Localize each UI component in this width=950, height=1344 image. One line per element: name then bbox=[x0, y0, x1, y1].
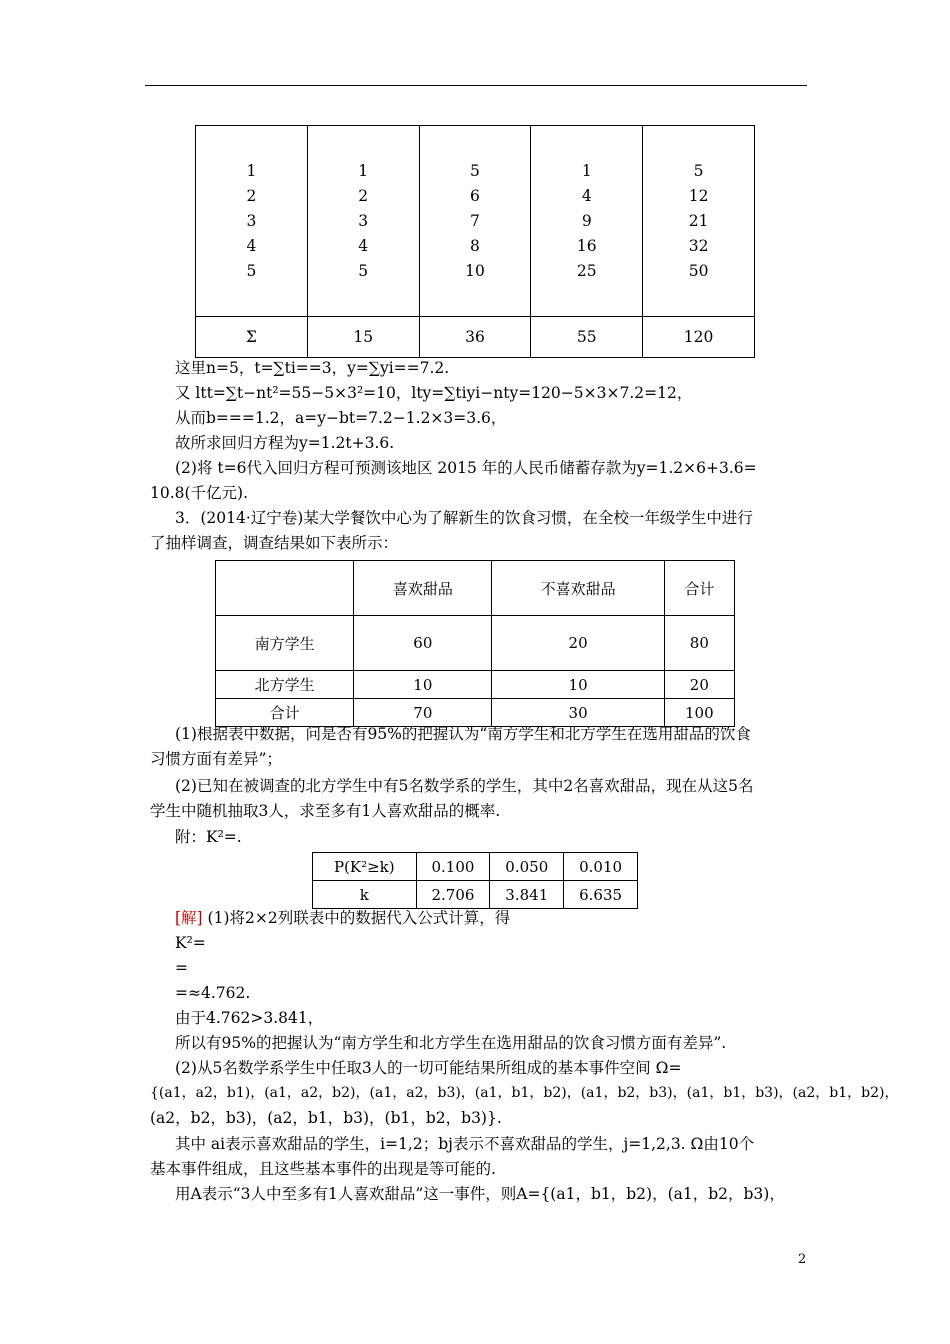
sol1-line6: 10.8(千亿元). bbox=[150, 484, 249, 502]
q2-line2: 学生中随机抽取3人，求至多有1人喜欢甜品的概率. bbox=[150, 802, 501, 820]
q1-line1: (1)根据表中数据，问是否有95%的把握认为“南方学生和北方学生在选用甜品的饮食 bbox=[175, 725, 751, 743]
sol3-line6: 所以有95%的把握认为“南方学生和北方学生在选用甜品的饮食习惯方面有差异”. bbox=[175, 1034, 727, 1052]
survey-row: 南方学生 60 20 80 bbox=[216, 616, 735, 671]
problem3-line1: 3．(2014·辽宁卷)某大学餐饮中心为了解新生的饮食习惯，在全校一年级学生中进行 bbox=[175, 509, 753, 527]
sol3-line8: {(a1，a2，b1)，(a1，a2，b2)，(a1，a2，b3)，(a1，b1，b2)，(a1，b2，b3)，(a1，b1，b3)，(a2，b1，b2)， bbox=[150, 1085, 899, 1101]
sol3-line5: 由于4.762>3.841， bbox=[175, 1009, 324, 1027]
sol1-line5: (2)将 t=6代入回归方程可预测该地区 2015 年的人民币储蓄存款为y=1.2×6+3.6= bbox=[175, 459, 757, 477]
q1-line2: 习惯方面有差异”； bbox=[150, 750, 282, 768]
problem3-line2: 了抽样调查，调查结果如下表所示： bbox=[150, 534, 399, 552]
sol3-line2: K²= bbox=[175, 934, 206, 952]
sol1-line1: 这里n=5，t=∑ti==3，y=∑yi==7.2. bbox=[175, 359, 450, 377]
sol3-line4: =≈4.762. bbox=[175, 984, 251, 1002]
col-i: 1 2 3 4 5 bbox=[196, 126, 308, 317]
survey-table bbox=[215, 560, 735, 727]
sol3-line11: 基本事件组成，且这些基本事件的出现是等可能的. bbox=[150, 1160, 496, 1178]
q2-line1: (2)已知在被调查的北方学生中有5名数学系的学生，其中2名喜欢甜品，现在从这5名 bbox=[175, 777, 754, 795]
k-row: k 2.706 3.841 6.635 bbox=[313, 881, 638, 909]
sol3-line10: 其中 ai表示喜欢甜品的学生，i=1,2；bj表示不喜欢甜品的学生，j=1,2,3. Ω由10个 bbox=[175, 1135, 755, 1153]
regression-table bbox=[195, 125, 755, 358]
header-rule bbox=[145, 85, 807, 86]
survey-header: 喜欢甜品 不喜欢甜品 合计 bbox=[216, 561, 735, 616]
col-t: 1 2 3 4 5 bbox=[307, 126, 419, 317]
col-ty: 5 12 21 32 50 bbox=[643, 126, 755, 317]
sum-row: Σ 15 36 55 120 bbox=[196, 317, 755, 358]
survey-row: 合计 70 30 100 bbox=[216, 699, 735, 727]
solution-tag: [解] bbox=[175, 909, 203, 927]
survey-row: 北方学生 10 10 20 bbox=[216, 671, 735, 699]
sol3-line7: (2)从5名数学系学生中任取3人的一切可能结果所组成的基本事件空间 Ω= bbox=[175, 1059, 682, 1077]
prob-row: P(K²≥k) 0.100 0.050 0.010 bbox=[313, 853, 638, 881]
sol1-line3: 从而b===1.2，a=y−bt=7.2−1.2×3=3.6， bbox=[175, 409, 507, 427]
sol3-line1: [解] (1)将2×2列联表中的数据代入公式计算，得 bbox=[175, 909, 511, 927]
col-t2: 1 4 9 16 25 bbox=[531, 126, 643, 317]
page-number: 2 bbox=[798, 1252, 807, 1267]
sol1-line2: 又 ltt=∑t−nt²=55−5×3²=10，lty=∑tiyi−nty=120−5×3×7.2=12， bbox=[175, 384, 693, 402]
critical-value-table bbox=[312, 852, 638, 909]
sol1-line4: 故所求回归方程为y=1.2t+3.6. bbox=[175, 434, 395, 452]
sol3-line3: = bbox=[175, 959, 188, 977]
sol3-line12: 用A表示“3人中至多有1人喜欢甜品”这一事件，则A={(a1，b1，b2)，(a1，b2，b3)， bbox=[175, 1185, 785, 1203]
sol3-line9: (a2，b2，b3)，(a2，b1，b3)，(b1，b2，b3)}. bbox=[150, 1109, 502, 1127]
col-y: 5 6 7 8 10 bbox=[419, 126, 531, 317]
appendix-formula: 附：K²=. bbox=[175, 828, 242, 846]
